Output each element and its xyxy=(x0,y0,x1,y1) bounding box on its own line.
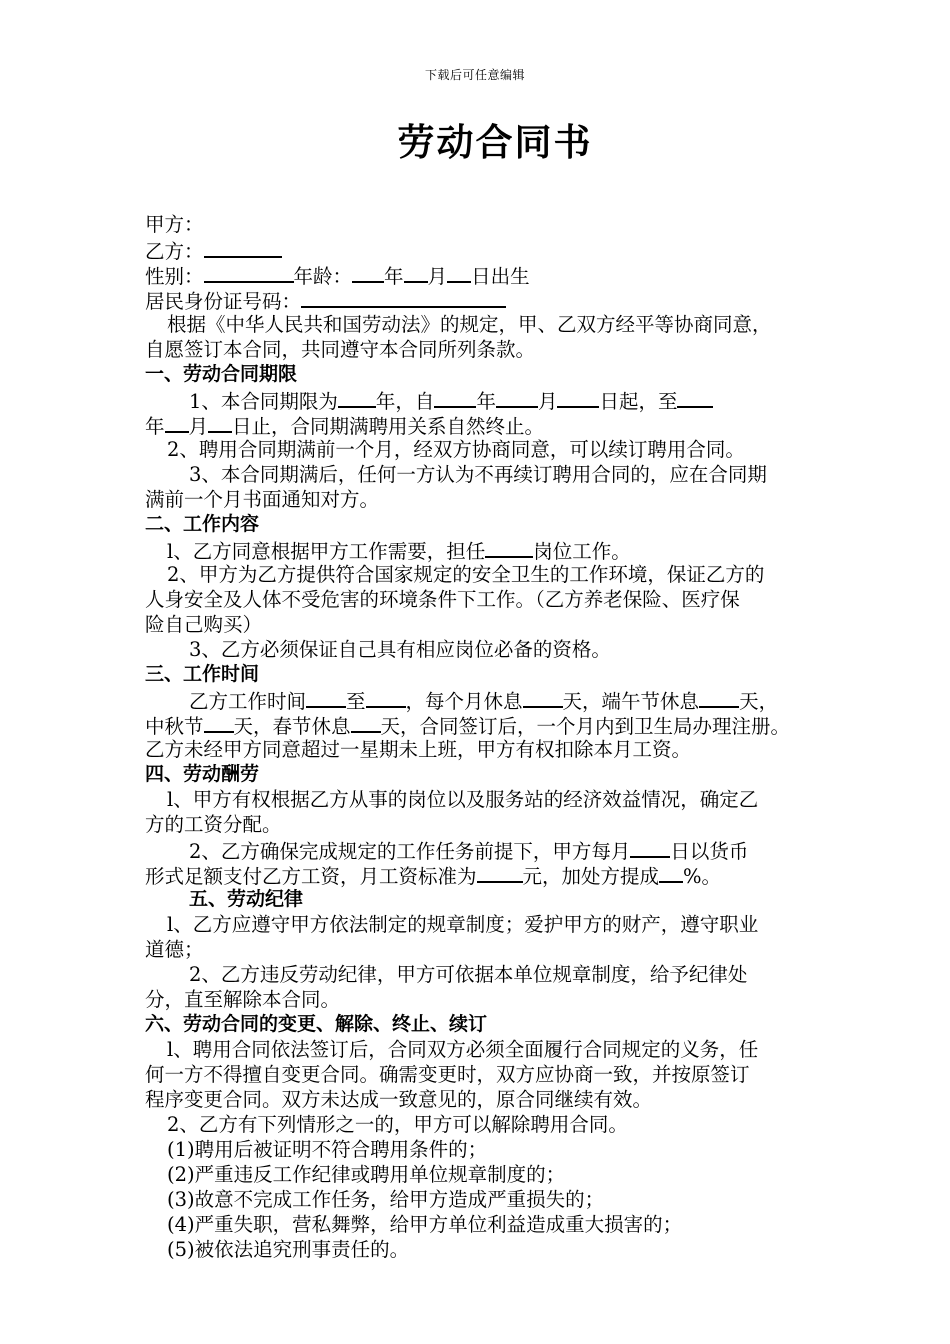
clause-6-1-line-2 xyxy=(145,1062,855,1087)
clause-1-1-line-2 xyxy=(145,412,855,437)
section-heading-2 xyxy=(145,512,855,537)
section-heading-1 xyxy=(145,362,855,387)
clause-text: 2、甲方为乙方提供符合国家规定的安全卫生的工作环境，保证乙方的 xyxy=(167,563,765,586)
clause-text: 年 xyxy=(145,415,165,438)
clause-text: 至 xyxy=(346,690,366,713)
clause-text: %。 xyxy=(683,865,722,888)
gender-label: 性别： xyxy=(145,265,204,288)
spring-festival-rest-blank xyxy=(351,712,381,733)
list-item: (2)严重违反工作纪律或聘用单位规章制度的； xyxy=(167,1163,566,1186)
clause-2-3 xyxy=(145,637,855,662)
clause-6-2-item-2 xyxy=(145,1162,855,1187)
section-title: 六、劳动合同的变更、解除、终止、续订 xyxy=(145,1013,488,1035)
clause-5-2-line-2 xyxy=(145,987,855,1012)
clause-text: 日起，至 xyxy=(599,390,678,413)
clause-5-2-line-1 xyxy=(145,962,855,987)
start-year-blank xyxy=(434,387,476,408)
clause-text: 何一方不得擅自变更合同。确需变更时，双方应协商一致，并按原签订 xyxy=(145,1063,750,1086)
gender-age-line xyxy=(145,262,855,287)
id-blank xyxy=(301,287,506,308)
monthly-rest-blank xyxy=(523,687,563,708)
clause-text: 元，加处方提成 xyxy=(522,865,660,888)
month-label: 月 xyxy=(427,265,448,288)
party-a-label: 甲方： xyxy=(145,213,204,236)
section-title: 一、劳动合同期限 xyxy=(145,363,298,385)
position-blank xyxy=(485,537,533,558)
clause-text: 日止，合同期满聘用关系自然终止。 xyxy=(232,415,545,438)
clause-text: l、乙方应遵守甲方依法制定的规章制度；爱护甲方的财产，遵守职业 xyxy=(167,913,759,936)
clause-3-line-1 xyxy=(145,687,855,712)
clause-text: 日以货币 xyxy=(670,840,749,863)
clause-text: 1、本合同期限为 xyxy=(189,390,338,413)
clause-text: 年，自 xyxy=(375,390,435,413)
contract-body xyxy=(145,212,855,1262)
clause-text: 2、乙方违反劳动纪律，甲方可依据本单位规章制度，给予纪律处 xyxy=(189,963,748,986)
section-heading-4 xyxy=(145,762,855,787)
birth-day-blank xyxy=(447,262,471,283)
clause-6-2-item-3 xyxy=(145,1187,855,1212)
party-b-label: 乙方： xyxy=(145,240,204,263)
id-label: 居民身份证号码： xyxy=(145,290,302,313)
section-title: 三、工作时间 xyxy=(145,663,260,685)
clause-1-3-line-2 xyxy=(145,487,855,512)
pay-day-blank xyxy=(630,837,670,858)
clause-2-2-line-2 xyxy=(145,587,855,612)
clause-text: 人身安全及人体不受危害的环境条件下工作。（乙方养老保险、医疗保 xyxy=(145,588,740,611)
clause-1-2 xyxy=(145,437,855,462)
clause-3-line-3 xyxy=(145,737,855,762)
clause-4-1-line-2 xyxy=(145,812,855,837)
end-blank xyxy=(677,387,713,408)
work-start-blank xyxy=(306,687,346,708)
birth-label: 日出生 xyxy=(471,265,530,288)
intro-text: 自愿签订本合同，共同遵守本合同所列条款。 xyxy=(145,338,536,361)
clause-text: 年 xyxy=(476,390,496,413)
clause-text: 月 xyxy=(537,390,558,413)
list-item: (5)被依法追究刑事责任的。 xyxy=(167,1238,410,1261)
clause-4-1-line-1 xyxy=(145,787,855,812)
clause-text: 岗位工作。 xyxy=(533,540,631,563)
clause-text: ，每个月休息 xyxy=(405,690,523,713)
section-title: 五、劳动纪律 xyxy=(189,888,304,910)
intro-text: 根据《中华人民共和国劳动法》的规定，甲、乙双方经平等协商同意， xyxy=(167,313,772,336)
clause-6-1-line-1 xyxy=(145,1037,855,1062)
clause-2-2-line-1 xyxy=(145,562,855,587)
clause-text: 满前一个月书面通知对方。 xyxy=(145,488,380,511)
clause-text: 程序变更合同。双方未达成一致意见的，原合同继续有效。 xyxy=(145,1088,653,1111)
intro-line-2 xyxy=(145,337,855,362)
party-b-line xyxy=(145,237,855,262)
clause-2-1 xyxy=(145,537,855,562)
clause-1-1-line-1 xyxy=(145,387,855,412)
clause-text: 道德； xyxy=(145,938,204,961)
clause-text: 天，端午节休息 xyxy=(562,690,700,713)
clause-6-2-item-5 xyxy=(145,1237,855,1262)
id-line xyxy=(145,287,855,312)
gender-blank xyxy=(204,262,294,283)
birth-year-blank xyxy=(352,262,384,283)
section-heading-6 xyxy=(145,1012,855,1037)
clause-text: 天，合同签订后，一个月内到卫生局办理注册。 xyxy=(380,715,791,738)
section-title: 二、工作内容 xyxy=(145,513,260,535)
birth-month-blank xyxy=(404,262,428,283)
party-a-line xyxy=(145,212,855,237)
end-month-blank xyxy=(165,412,189,433)
clause-text: l、甲方有权根据乙方从事的岗位以及服务站的经济效益情况，确定乙 xyxy=(167,788,759,811)
clause-text: 乙方工作时间 xyxy=(189,690,307,713)
clause-text: 天， xyxy=(739,690,779,713)
clause-text: 天，春节休息 xyxy=(233,715,351,738)
clause-text: 险自己购买） xyxy=(145,613,263,636)
clause-6-2-item-1 xyxy=(145,1137,855,1162)
header-note: 下载后可任意编辑 xyxy=(424,68,525,82)
year-label: 年 xyxy=(384,265,404,288)
clause-text: 2、乙方确保完成规定的工作任务前提下，甲方每月 xyxy=(189,840,631,863)
clause-text: 2、聘用合同期满前一个月，经双方协商同意，可以续订聘用合同。 xyxy=(167,438,745,461)
clause-text: l、聘用合同依法签订后，合同双方必须全面履行合同规定的义务，任 xyxy=(167,1038,759,1061)
start-day-blank xyxy=(557,387,599,408)
clause-text: 分，直至解除本合同。 xyxy=(145,988,341,1011)
clause-text: 方的工资分配。 xyxy=(145,813,282,836)
clause-text: 中秋节 xyxy=(145,715,204,738)
clause-text: 3、乙方必须保证自己具有相应岗位必备的资格。 xyxy=(189,638,611,661)
commission-blank xyxy=(659,862,683,883)
age-label: 年龄： xyxy=(293,265,353,288)
document-title: 劳动合同书 xyxy=(397,121,593,164)
work-end-blank xyxy=(366,687,406,708)
list-item: (4)严重失职，营私舞弊，给甲方单位利益造成重大损害的； xyxy=(167,1213,683,1236)
clause-6-2-item-4 xyxy=(145,1212,855,1237)
party-b-blank xyxy=(204,237,282,258)
clause-6-2 xyxy=(145,1112,855,1137)
dragon-boat-rest-blank xyxy=(699,687,739,708)
section-title: 四、劳动酬劳 xyxy=(145,763,260,785)
term-years-blank xyxy=(338,387,376,408)
clause-4-2-line-1 xyxy=(145,837,855,862)
clause-1-3-line-1 xyxy=(145,462,855,487)
clause-3-line-2 xyxy=(145,712,855,737)
salary-blank xyxy=(477,862,523,883)
mid-autumn-rest-blank xyxy=(204,712,234,733)
clause-text: 月 xyxy=(188,415,209,438)
clause-6-1-line-3 xyxy=(145,1087,855,1112)
list-item: (3)故意不完成工作任务，给甲方造成严重损失的； xyxy=(167,1188,605,1211)
clause-text: l、乙方同意根据甲方工作需要，担任 xyxy=(167,540,486,563)
clause-text: 3、本合同期满后，任何一方认为不再续订聘用合同的，应在合同期 xyxy=(189,463,767,486)
end-day-blank xyxy=(208,412,232,433)
intro-line-1 xyxy=(145,312,855,337)
section-heading-3 xyxy=(145,662,855,687)
clause-5-1-line-1 xyxy=(145,912,855,937)
start-month-blank xyxy=(496,387,538,408)
section-heading-5 xyxy=(145,887,855,912)
clause-4-2-line-2 xyxy=(145,862,855,887)
clause-2-2-line-3 xyxy=(145,612,855,637)
clause-5-1-line-2 xyxy=(145,937,855,962)
clause-text: 形式足额支付乙方工资，月工资标准为 xyxy=(145,865,477,888)
list-item: (1)聘用后被证明不符合聘用条件的； xyxy=(167,1138,488,1161)
clause-text: 乙方未经甲方同意超过一星期未上班，甲方有权扣除本月工资。 xyxy=(145,738,692,761)
clause-text: 2、乙方有下列情形之一的，甲方可以解除聘用合同。 xyxy=(167,1113,628,1136)
